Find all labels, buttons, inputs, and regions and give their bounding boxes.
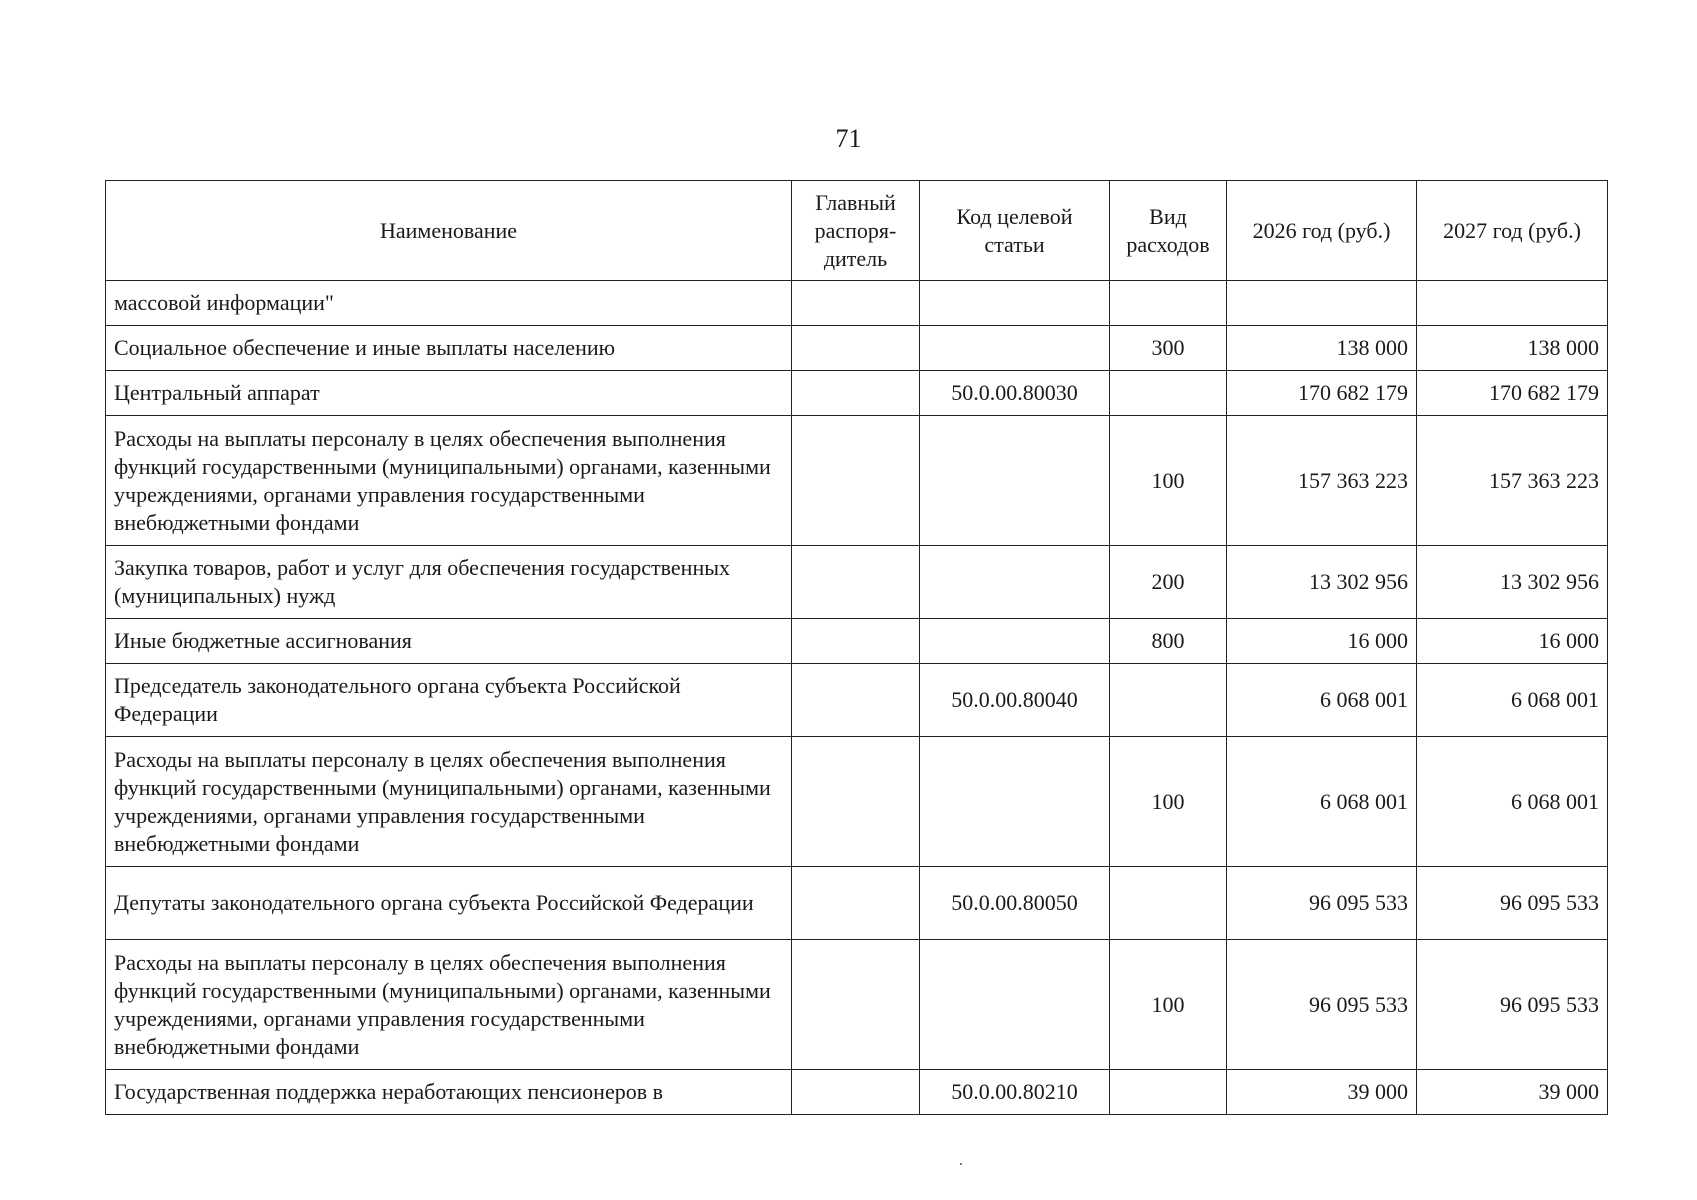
- table-row: [106, 867, 1608, 940]
- cell-2027: 16 000: [1417, 619, 1608, 664]
- cell-name: Расходы на выплаты персоналу в целях обеспечения выполнения функций государственными (муниципальными) органами, казенными учреждениями, органами управления государственными внебюджетными фондами: [106, 737, 792, 867]
- cell-type: [1110, 664, 1227, 737]
- cell-2026: 170 682 179: [1227, 371, 1417, 416]
- cell-manager: [792, 326, 920, 371]
- cell-name: массовой информации": [106, 281, 792, 326]
- cell-2026: [1227, 281, 1417, 326]
- table-row: [106, 737, 1608, 867]
- cell-manager: [792, 1070, 920, 1115]
- header-code: Код целевой статьи: [920, 181, 1110, 281]
- cell-manager: [792, 867, 920, 940]
- cell-2027: 13 302 956: [1417, 546, 1608, 619]
- cell-code: [920, 737, 1110, 867]
- header-2026: 2026 год (руб.): [1227, 181, 1417, 281]
- header-name: Наименование: [106, 181, 792, 281]
- cell-code: [920, 619, 1110, 664]
- table-row: [106, 664, 1608, 737]
- cell-code: [920, 281, 1110, 326]
- cell-manager: [792, 416, 920, 546]
- cell-type: 300: [1110, 326, 1227, 371]
- cell-name: Расходы на выплаты персоналу в целях обеспечения выполнения функций государственными (муниципальными) органами, казенными учреждениями, органами управления государственными внебюджетными фондами: [106, 416, 792, 546]
- cell-name: Депутаты законодательного органа субъекта Российской Федерации: [106, 867, 792, 940]
- cell-type: 100: [1110, 940, 1227, 1070]
- table-row: [106, 281, 1608, 326]
- cell-type: 100: [1110, 416, 1227, 546]
- cell-2026: 13 302 956: [1227, 546, 1417, 619]
- page-number: 71: [835, 124, 862, 153]
- cell-code: 50.0.00.80040: [920, 664, 1110, 737]
- cell-type: 100: [1110, 737, 1227, 867]
- cell-name: Закупка товаров, работ и услуг для обеспечения государственных (муниципальных) нужд: [106, 546, 792, 619]
- table-header-row: [106, 181, 1608, 281]
- cell-manager: [792, 371, 920, 416]
- cell-code: [920, 546, 1110, 619]
- cell-code: 50.0.00.80030: [920, 371, 1110, 416]
- cell-code: [920, 940, 1110, 1070]
- cell-type: [1110, 371, 1227, 416]
- cell-manager: [792, 281, 920, 326]
- table-row: [106, 1070, 1608, 1115]
- cell-2026: 157 363 223: [1227, 416, 1417, 546]
- cell-2026: 39 000: [1227, 1070, 1417, 1115]
- table-row: [106, 371, 1608, 416]
- cell-manager: [792, 737, 920, 867]
- cell-2027: 157 363 223: [1417, 416, 1608, 546]
- cell-type: 200: [1110, 546, 1227, 619]
- cell-code: [920, 416, 1110, 546]
- cell-type: [1110, 1070, 1227, 1115]
- table-row: [106, 326, 1608, 371]
- table-row: [106, 619, 1608, 664]
- cell-2027: 96 095 533: [1417, 940, 1608, 1070]
- cell-2027: 39 000: [1417, 1070, 1608, 1115]
- cell-2027: 170 682 179: [1417, 371, 1608, 416]
- budget-table: [105, 180, 1608, 1115]
- cell-2027: 96 095 533: [1417, 867, 1608, 940]
- cell-code: 50.0.00.80050: [920, 867, 1110, 940]
- cell-name: Иные бюджетные ассигнования: [106, 619, 792, 664]
- cell-2026: 96 095 533: [1227, 867, 1417, 940]
- cell-name: Расходы на выплаты персоналу в целях обеспечения выполнения функций государственными (муниципальными) органами, казенными учреждениями, органами управления государственными внебюджетными фондами: [106, 940, 792, 1070]
- cell-code: 50.0.00.80210: [920, 1070, 1110, 1115]
- cell-name: Государственная поддержка неработающих пенсионеров в: [106, 1070, 792, 1115]
- cell-type: [1110, 867, 1227, 940]
- cell-manager: [792, 940, 920, 1070]
- cell-2026: 138 000: [1227, 326, 1417, 371]
- cell-manager: [792, 546, 920, 619]
- cell-name: Председатель законодательного органа субъекта Российской Федерации: [106, 664, 792, 737]
- cell-type: [1110, 281, 1227, 326]
- cell-manager: [792, 664, 920, 737]
- table-row: [106, 416, 1608, 546]
- cell-2027: 6 068 001: [1417, 737, 1608, 867]
- cell-type: 800: [1110, 619, 1227, 664]
- cell-manager: [792, 619, 920, 664]
- cell-2026: 96 095 533: [1227, 940, 1417, 1070]
- cell-name: Социальное обеспечение и иные выплаты населению: [106, 326, 792, 371]
- header-manager: Главный распоря-дитель: [792, 181, 920, 281]
- header-type: Вид расходов: [1110, 181, 1227, 281]
- cell-code: [920, 326, 1110, 371]
- cell-2027: 138 000: [1417, 326, 1608, 371]
- cell-2027: [1417, 281, 1608, 326]
- cell-2027: 6 068 001: [1417, 664, 1608, 737]
- table-row: [106, 546, 1608, 619]
- table-row: [106, 940, 1608, 1070]
- scan-speck: [960, 1163, 962, 1165]
- cell-2026: 16 000: [1227, 619, 1417, 664]
- cell-2026: 6 068 001: [1227, 664, 1417, 737]
- cell-name: Центральный аппарат: [106, 371, 792, 416]
- header-2027: 2027 год (руб.): [1417, 181, 1608, 281]
- cell-2026: 6 068 001: [1227, 737, 1417, 867]
